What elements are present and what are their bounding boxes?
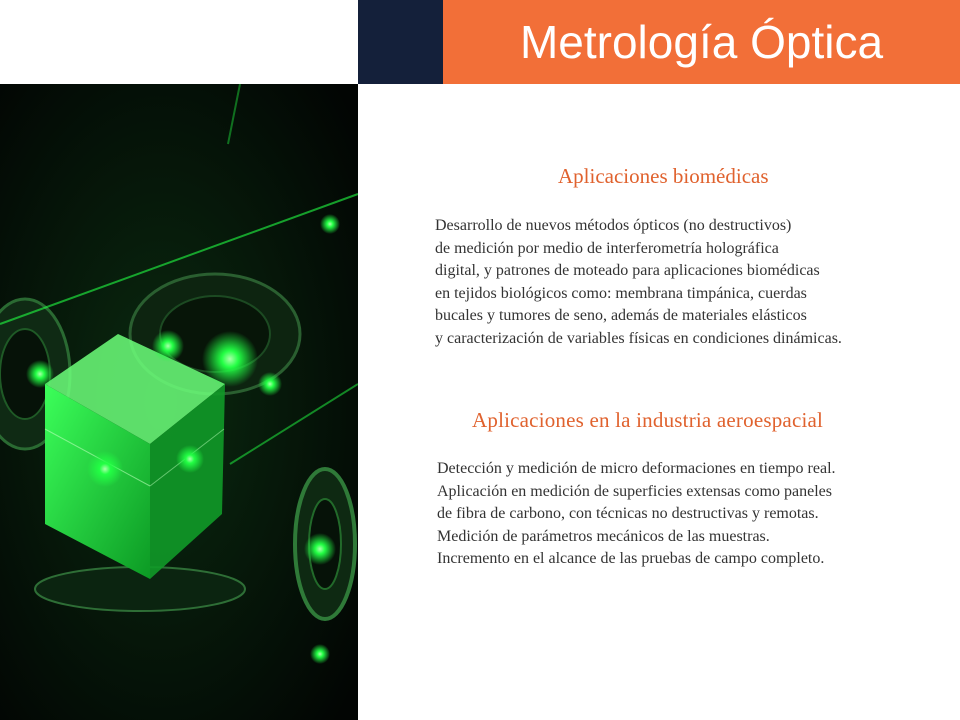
section-heading-biomedical: Aplicaciones biomédicas [558,164,769,188]
section-heading-aerospace: Aplicaciones en la industria aeroespacial [472,408,824,432]
text-line: de medición por medio de interferometría holográfica [435,239,779,257]
text-line: Detección y medición de micro deformaciones en tiempo real. [437,460,836,477]
text-line: Aplicación en medición de superficies extensas como paneles [437,482,832,500]
aerospace-description [437,458,836,571]
text-line: digital, y patrones de moteado para aplicaciones biomédicas [435,262,820,279]
navy-accent-block [358,0,443,84]
biomedical-description [435,215,842,350]
text-line: en tejidos biológicos como: membrana timpánica, cuerdas [435,284,807,302]
text-line: y caracterización de variables físicas en condiciones dinámicas. [435,329,842,347]
text-line: Desarrollo de nuevos métodos ópticos (no destructivos) [435,217,792,234]
laser-cube-illustration [0,84,358,720]
text-line: Incremento en el alcance de las pruebas de campo completo. [437,550,825,567]
text-line: Medición de parámetros mecánicos de las muestras. [437,527,770,545]
text-line: de fibra de carbono, con técnicas no destructivas y remotas. [437,505,819,522]
page-title: Metrología Óptica [519,16,884,68]
text-line: bucales y tumores de seno, además de materiales elásticos [435,307,807,324]
laser-cube-photo [0,84,358,720]
title-bar [443,0,960,84]
